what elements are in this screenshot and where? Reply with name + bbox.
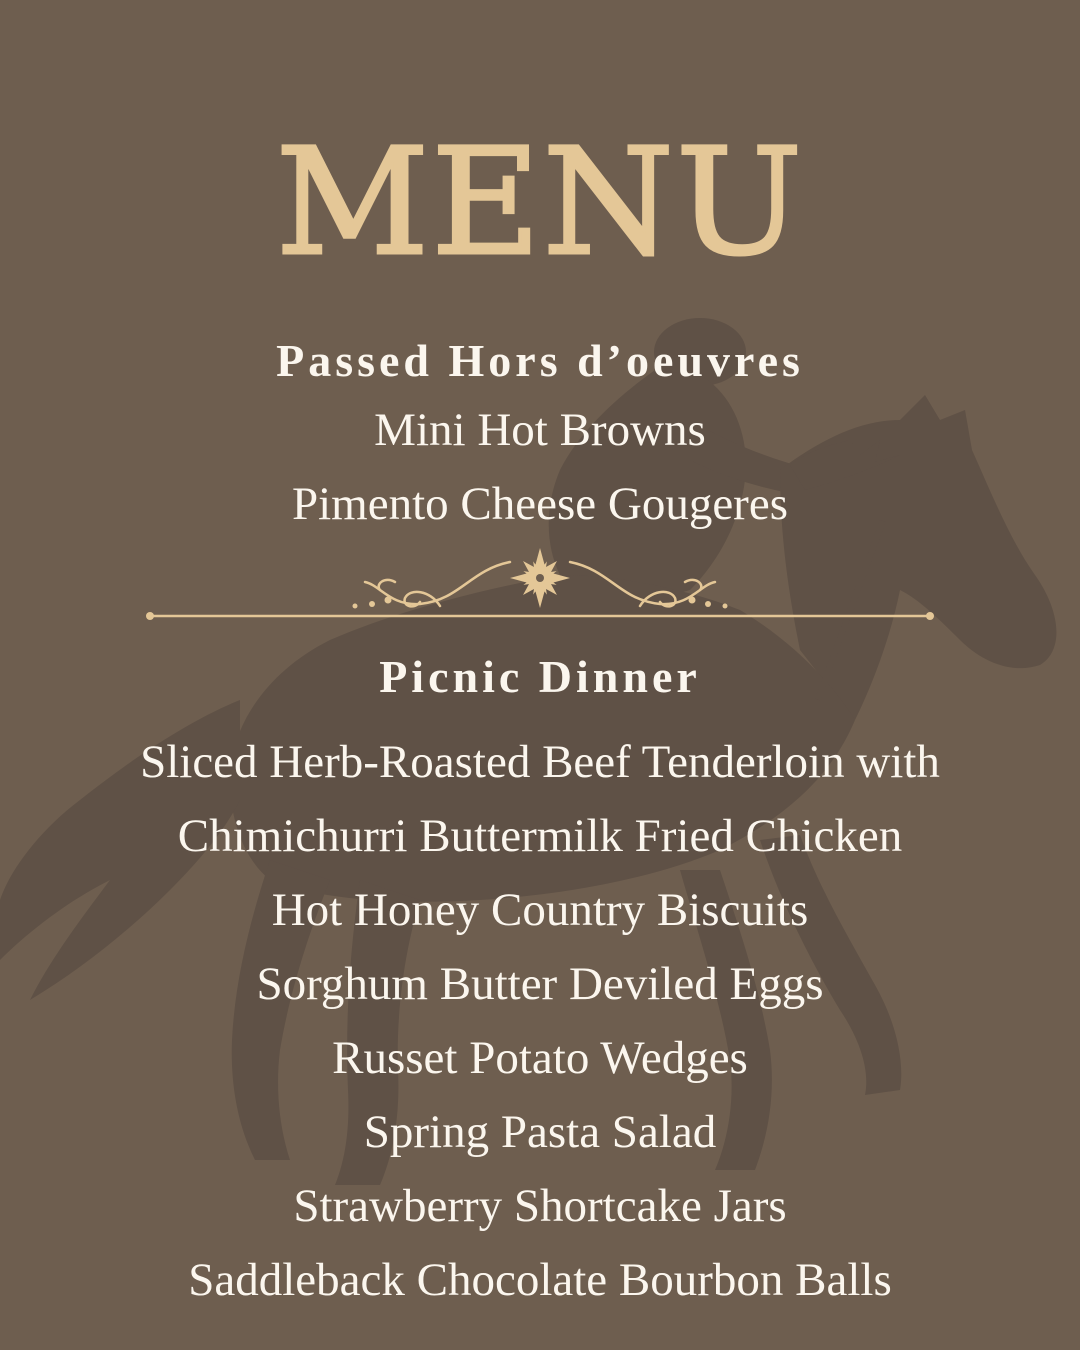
- section-heading-picnic-dinner: Picnic Dinner: [379, 651, 701, 702]
- menu-item: Saddleback Chocolate Bourbon Balls: [188, 1254, 892, 1306]
- menu-item: Mini Hot Browns: [374, 404, 706, 456]
- menu-item: Spring Pasta Salad: [363, 1106, 717, 1158]
- ornamental-flourish-divider-icon: [140, 540, 940, 630]
- menu-item: Hot Honey Country Biscuits: [271, 884, 809, 936]
- menu-item: Pimento Cheese Gougeres: [291, 478, 788, 530]
- menu-item: Sorghum Butter Deviled Eggs: [256, 958, 824, 1010]
- menu-title: [0, 117, 1080, 289]
- section-heading-passed-hors-doeuvres: Passed Hors d’oeuvres: [276, 335, 804, 386]
- menu-item: Chimichurri Buttermilk Fried Chicken: [177, 810, 903, 862]
- menu-title-text: MENU: [275, 117, 805, 289]
- menu-item: Strawberry Shortcake Jars: [293, 1180, 787, 1232]
- menu-item: Sliced Herb-Roasted Beef Tenderloin with: [140, 736, 940, 788]
- menu-item: Russet Potato Wedges: [332, 1032, 748, 1084]
